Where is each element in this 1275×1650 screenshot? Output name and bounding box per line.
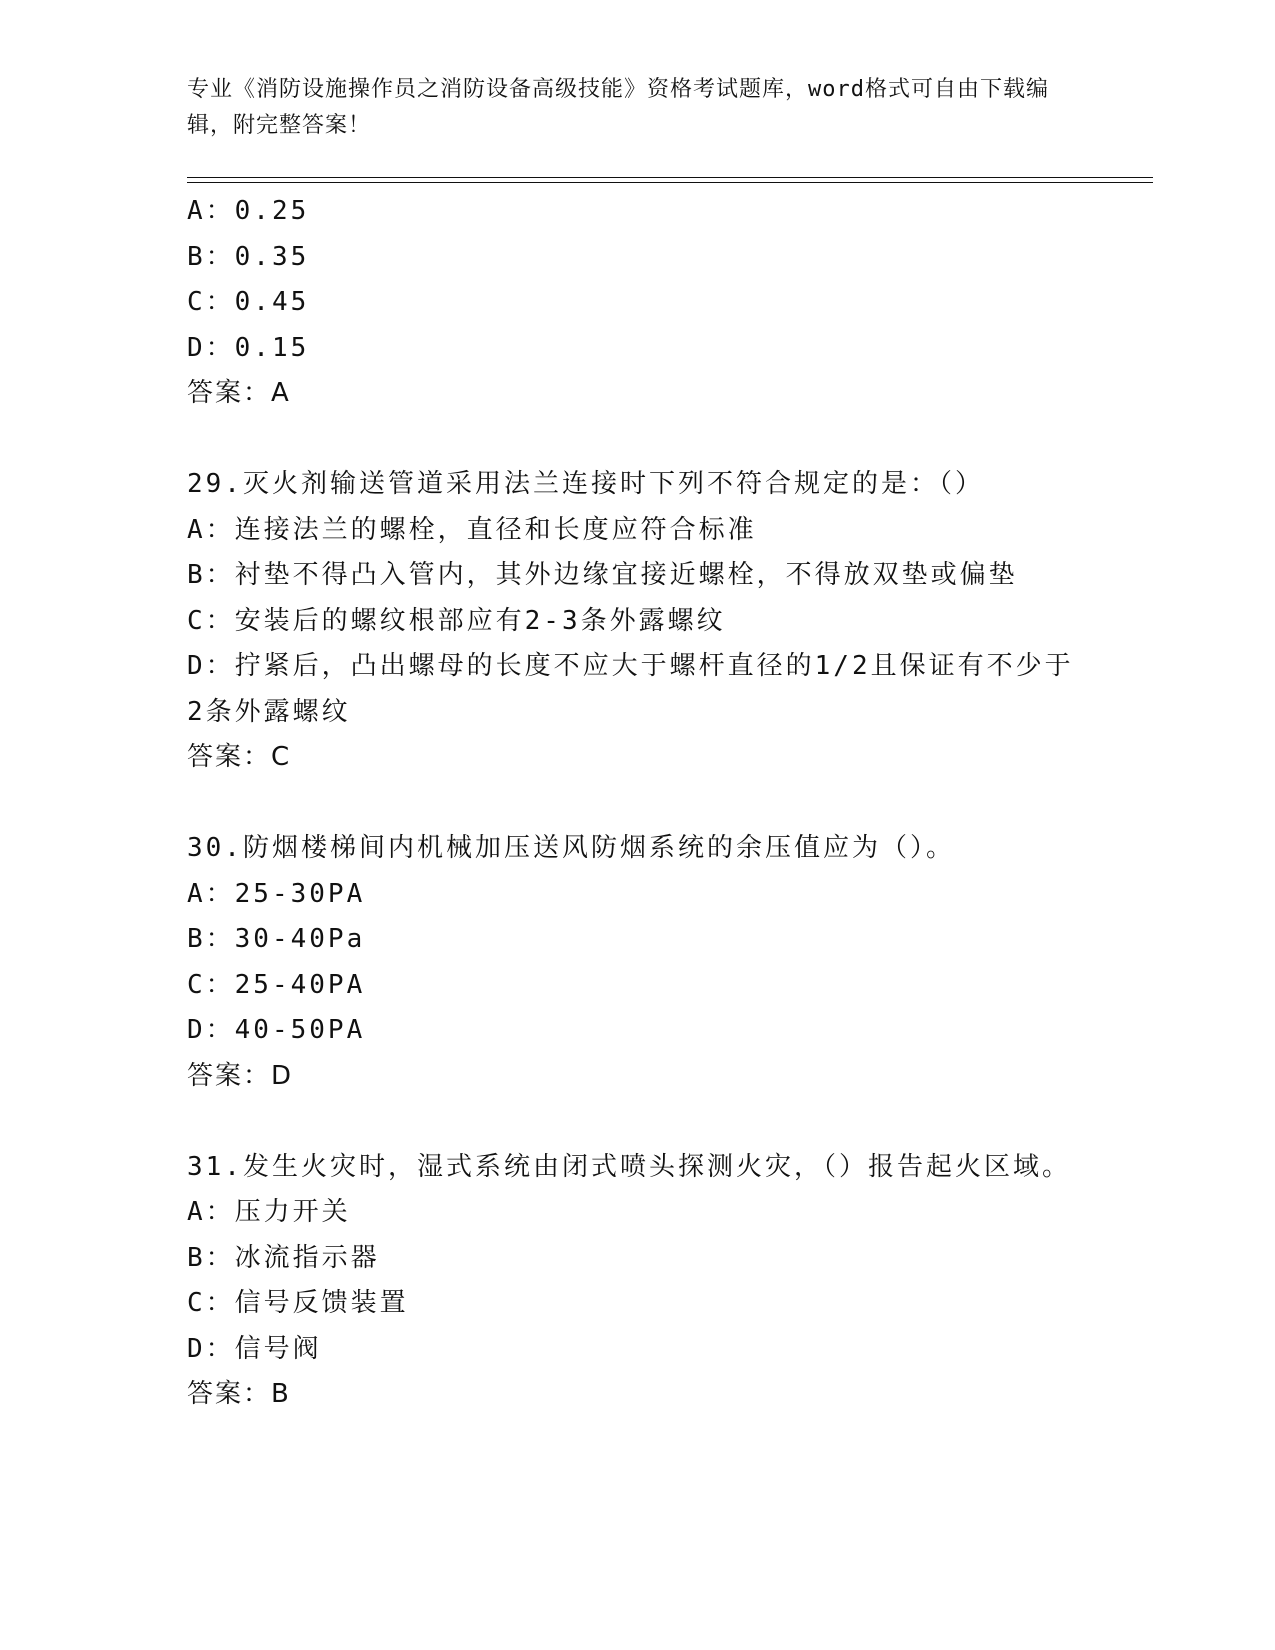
question-stem: 30.防烟楼梯间内机械加压送风防烟系统的余压值应为（）。	[187, 833, 955, 863]
document-header	[187, 72, 1067, 144]
question-list	[187, 189, 1087, 1418]
answer-line: 答案：C	[187, 742, 292, 772]
question-29	[187, 462, 1087, 781]
question-30	[187, 826, 1087, 1099]
option-c: C：信号反馈装置	[187, 1288, 409, 1318]
answer-line: 答案：B	[187, 1379, 291, 1409]
question-31	[187, 1145, 1087, 1418]
option-c: C：0.45	[187, 287, 310, 317]
option-a: A：连接法兰的螺栓，直径和长度应符合标准	[187, 514, 757, 545]
question-28-continued	[187, 189, 1087, 417]
option-d: D：40-50PA	[187, 1015, 366, 1045]
spacer	[187, 1099, 1087, 1145]
spacer	[187, 781, 1087, 827]
option-c: C：安装后的螺纹根部应有2-3条外露螺纹	[187, 605, 726, 636]
option-a: A：25-30PA	[187, 878, 366, 909]
option-d: D：拧紧后，凸出螺母的长度不应大于螺杆直径的1/2且保证有不少于	[187, 651, 1074, 681]
header-rule-top	[187, 177, 1153, 178]
option-d: D：0.15	[187, 332, 310, 363]
option-b: B：衬垫不得凸入管内，其外边缘宜接近螺栓，不得放双垫或偏垫	[187, 560, 1018, 590]
question-stem: 31.发生火灾时，湿式系统由闭式喷头探测火灾，（）报告起火区域。	[187, 1151, 1071, 1182]
answer-line: 答案：A	[187, 378, 291, 408]
answer-line: 答案：D	[187, 1060, 294, 1091]
option-b: B：冰流指示器	[187, 1242, 380, 1273]
option-a: A：压力开关	[187, 1197, 351, 1227]
spacer	[187, 417, 1087, 463]
header-rule-bottom	[187, 182, 1153, 183]
option-b: B：30-40Pa	[187, 924, 366, 954]
option-d-continued: 2条外露螺纹	[187, 696, 351, 727]
option-c: C：25-40PA	[187, 969, 366, 1000]
question-stem: 29.灭火剂输送管道采用法兰连接时下列不符合规定的是：（）	[187, 469, 984, 499]
option-b: B：0.35	[187, 241, 310, 272]
header-text: 专业《消防设施操作员之消防设备高级技能》资格考试题库，word格式可自由下载编辑，附完整答案！	[187, 77, 1049, 138]
option-d: D：信号阀	[187, 1333, 322, 1364]
option-a: A：0.25	[187, 196, 310, 226]
